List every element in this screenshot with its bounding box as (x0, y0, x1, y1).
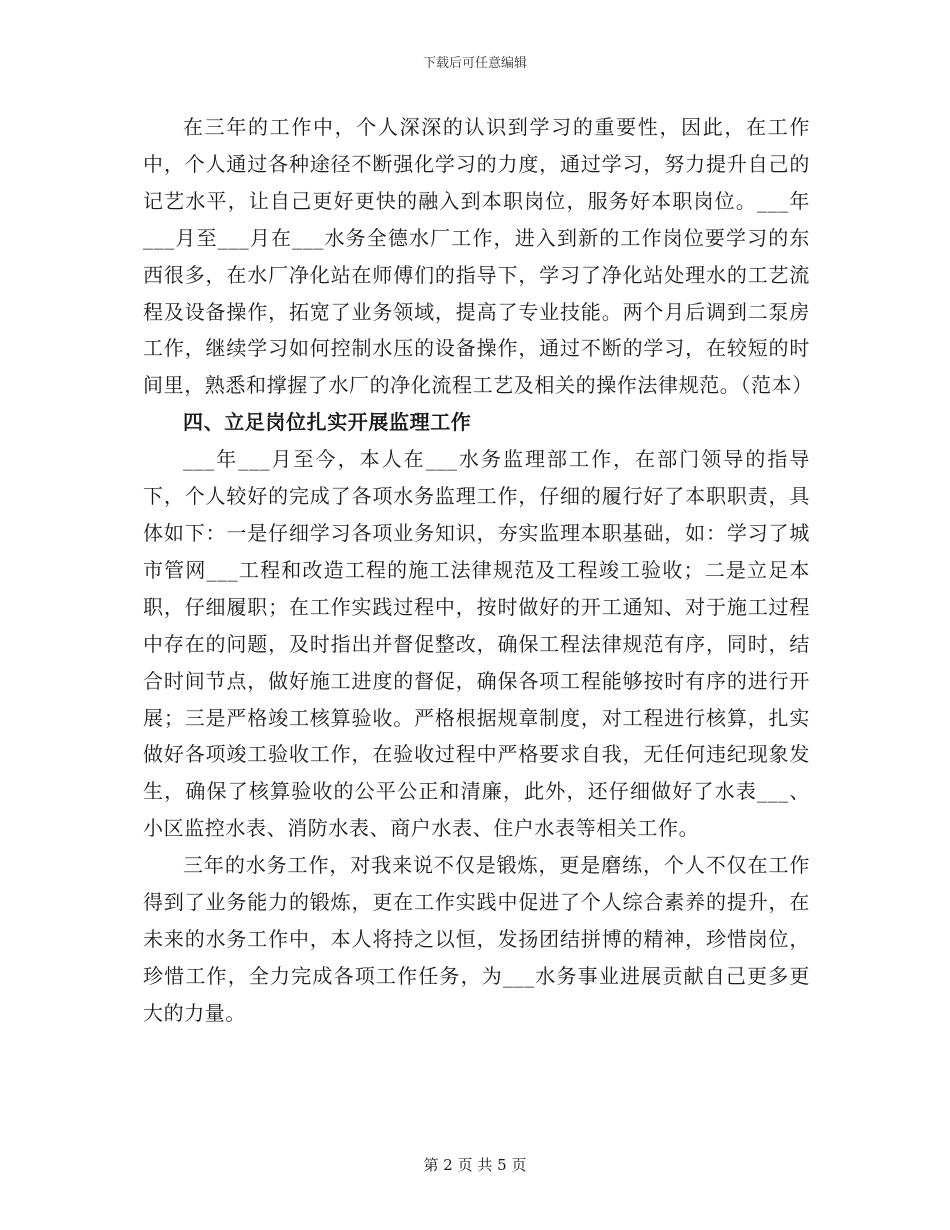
paragraph-study: 在三年的工作中，个人深深的认识到学习的重要性，因此，在工作中，个人通过各种途径不断强化学习的力度，通过学习，努力提升自己的记艺水平，让自己更好更快的融入到本职岗位，服务好本职岗位。___年___月至___月在___水务全德水厂工作，进入到新的工作岗位要学习的东西很多，在水厂净化站在师傅们的指导下，学习了净化站处理水的工艺流程及设备操作，拓宽了业务领域，提高了专业技能。两个月后调到二泵房工作，继续学习如何控制水压的设备操作，通过不断的学习，在较短的时间里，熟悉和撑握了水厂的净化流程工艺及相关的操作法律规范。（范本） (143, 115, 813, 398)
page-header: 下载后可任意编辑 (422, 56, 527, 71)
page-number: 第 2 页 共 5 页 (423, 1156, 527, 1174)
paragraph-summary: 三年的水务工作，对我来说不仅是锻炼，更是磨练，个人不仅在工作得到了业务能力的锻炼，更在工作实践中促进了个人综合素养的提升，在未来的水务工作中，本人将持之以恒，发扬团结拼博的精神，珍惜岗位，珍惜工作，全力完成各项工作任务，为___水务事业进展贡献自己更多更大的力量。 (143, 853, 810, 1025)
paragraph-supervision: ___年___月至今，本人在___水务监理部工作，在部门领导的指导下，个人较好的完成了各项水务监理工作，仔细的履行好了本职职责，具体如下：一是仔细学习各项业务知识，夯实监理本职基础，如：学习了城市管网___工程和改造工程的施工法律规范及工程竣工验收；二是立足本职，仔细履职；在工作实践过程中，按时做好的开工通知、对于施工过程中存在的问题，及时指出并督促整改，确保工程法律规范有序，同时，结合时间节点，做好施工进度的督促，确保各项工程能够按时有序的进行开展；三是严格竣工核算验收。严格根据规章制度，对工程进行核算，扎实做好各项竣工验收工作，在验收过程中严格要求自我，无任何违纪现象发生，确保了核算验收的公平公正和清廉，此外，还仔细做好了水表___、小区监控水表、消防水表、商户水表、住户水表等相关工作。 (143, 447, 810, 841)
section-heading: 四、立足岗位扎实开展监理工作 (183, 410, 472, 435)
document-body (143, 109, 813, 1032)
